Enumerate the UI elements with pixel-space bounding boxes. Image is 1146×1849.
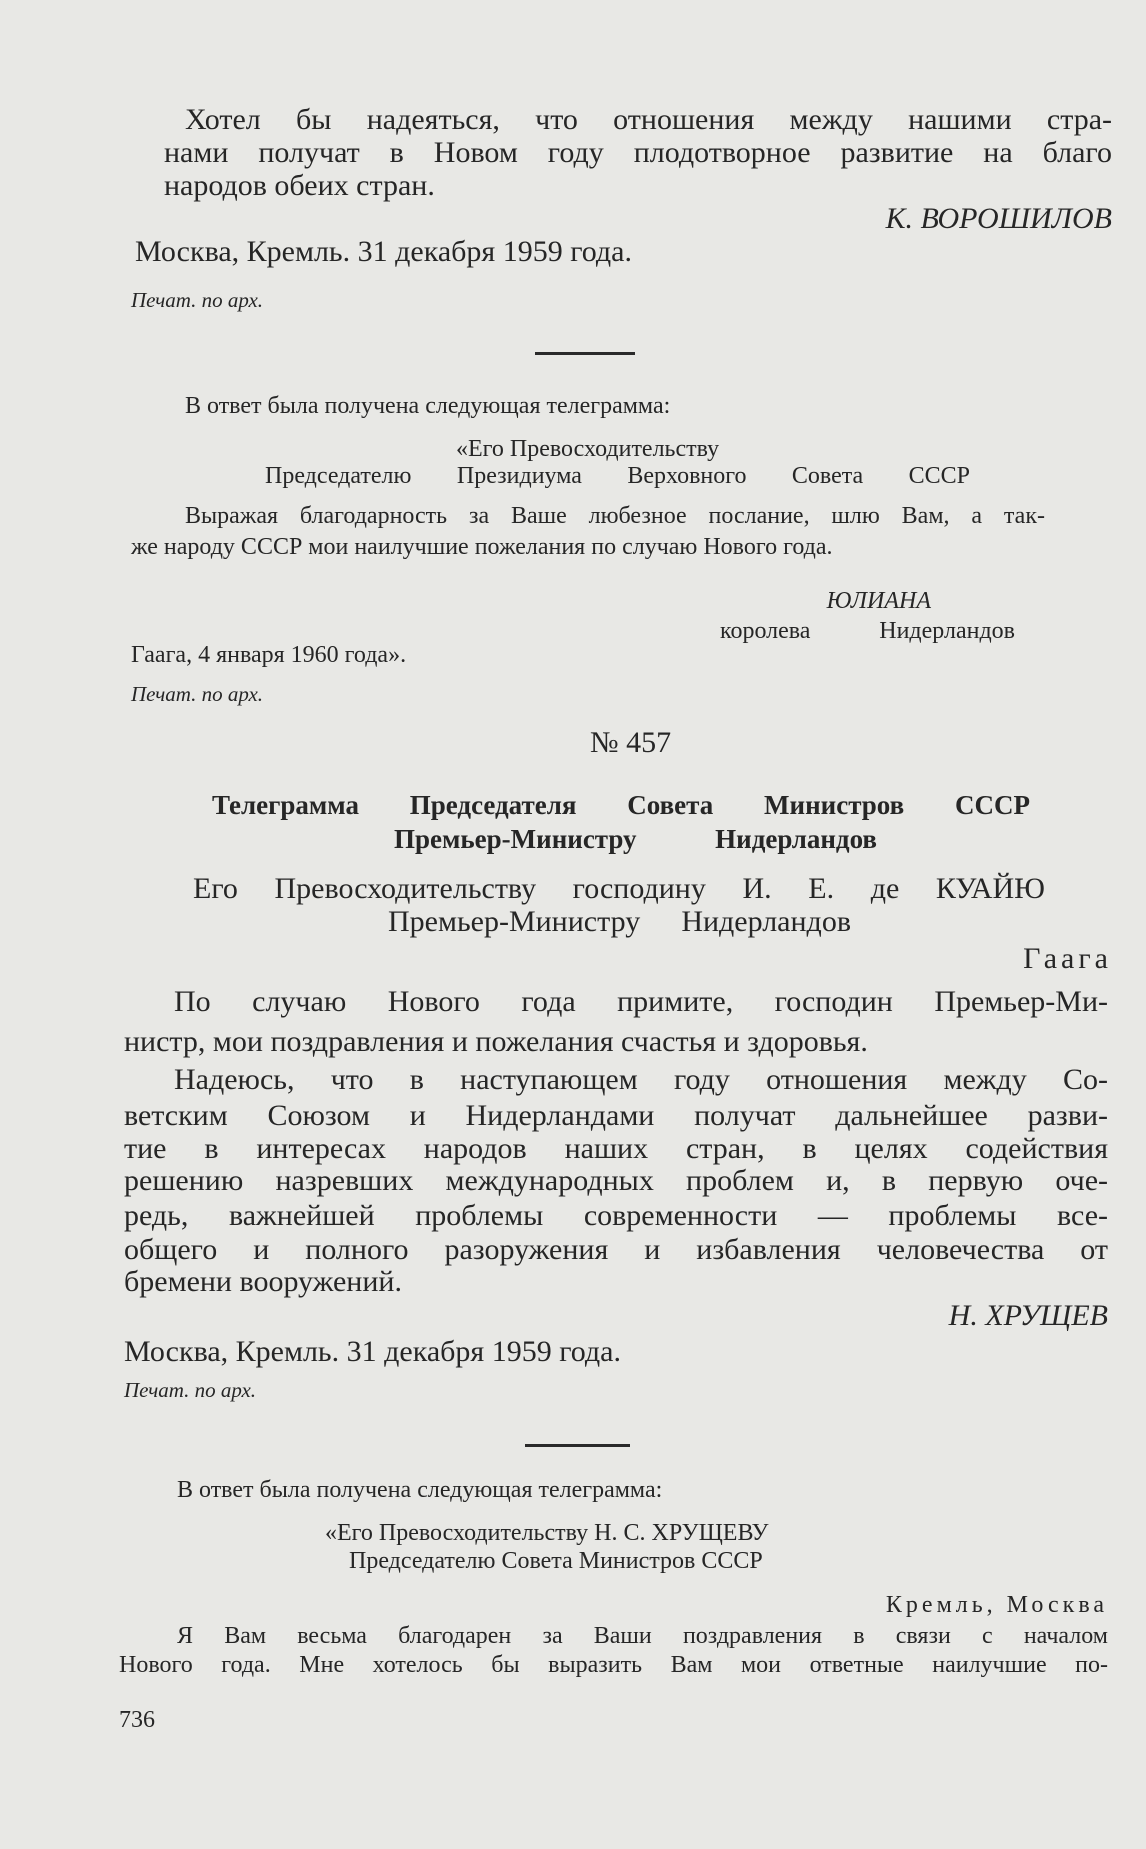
signature-title: королева Нидерландов bbox=[720, 618, 1015, 644]
document-title: Премьер-Министру Нидерландов bbox=[394, 824, 877, 854]
paragraph-line: общего и полного разоружения и избавления человечества от bbox=[124, 1233, 1108, 1266]
paragraph-line: тие в интересах народов наших стран, в целях содействия bbox=[124, 1132, 1108, 1165]
reply-intro: В ответ была получена следующая телеграмма: bbox=[177, 1477, 663, 1503]
address-line: Премьер-Министру Нидерландов bbox=[388, 905, 851, 938]
document-title: Телеграмма Председателя Совета Министров СССР bbox=[212, 790, 1030, 820]
paragraph-line: Надеюсь, что в наступающем году отношения между Со- bbox=[174, 1063, 1108, 1096]
signature: К. ВОРОШИЛОВ bbox=[885, 202, 1112, 235]
address-line: «Его Превосходительству Н. С. ХРУЩЕВУ bbox=[325, 1520, 769, 1546]
paragraph-line: Нового года. Мне хотелось бы выразить Вам мои ответные наилучшие по- bbox=[119, 1652, 1108, 1678]
reply-intro: В ответ была получена следующая телеграмма: bbox=[185, 393, 671, 419]
paragraph-line: Выражая благодарность за Ваше любезное послание, шлю Вам, а так- bbox=[185, 503, 1045, 529]
address-line: Председателю Президиума Верховного Совета СССР bbox=[265, 463, 970, 489]
source-note: Печат. по арх. bbox=[131, 682, 264, 706]
place-date: Гаага, 4 января 1960 года». bbox=[131, 642, 407, 668]
paragraph-line: нистр, мои поздравления и пожелания счастья и здоровья. bbox=[124, 1025, 868, 1058]
address-line: Его Превосходительству господину И. Е. де КУАЙЮ bbox=[193, 872, 1045, 905]
paragraph-line: нами получат в Новом году плодотворное развитие на благо bbox=[164, 136, 1112, 169]
paragraph-line: народов обеих стран. bbox=[164, 169, 435, 202]
paragraph-line: же народу СССР мои наилучшие пожелания по случаю Нового года. bbox=[131, 534, 833, 560]
document-number: № 457 bbox=[590, 726, 672, 759]
section-divider bbox=[525, 1444, 630, 1447]
place-date: Москва, Кремль. 31 декабря 1959 года. bbox=[135, 235, 632, 268]
address-line: «Его Превосходительству bbox=[456, 436, 720, 462]
signature: Н. ХРУЩЕВ bbox=[948, 1299, 1108, 1332]
paragraph-line: По случаю Нового года примите, господин Премьер-Ми- bbox=[174, 985, 1108, 1018]
city: Кремль, Москва bbox=[885, 1592, 1108, 1618]
paragraph-line: бремени вооружений. bbox=[124, 1265, 402, 1298]
city: Гаага bbox=[1023, 942, 1112, 975]
section-divider bbox=[535, 352, 635, 355]
source-note: Печат. по арх. bbox=[124, 1378, 257, 1402]
paragraph-line: Я Вам весьма благодарен за Ваши поздравления в связи с началом bbox=[177, 1623, 1108, 1649]
page-number: 736 bbox=[119, 1707, 155, 1733]
paragraph-line: редь, важнейшей проблемы современности — проблемы все- bbox=[124, 1199, 1108, 1232]
paragraph-line: ветским Союзом и Нидерландами получат дальнейшее разви- bbox=[124, 1099, 1108, 1132]
signature: ЮЛИАНА bbox=[826, 588, 931, 614]
paragraph-line: решению назревших международных проблем и, в первую оче- bbox=[124, 1164, 1108, 1197]
address-line: Председателю Совета Министров СССР bbox=[349, 1548, 763, 1574]
paragraph-line: Хотел бы надеяться, что отношения между нашими стра- bbox=[185, 103, 1112, 136]
source-note: Печат. по арх. bbox=[131, 288, 264, 312]
place-date: Москва, Кремль. 31 декабря 1959 года. bbox=[124, 1335, 621, 1368]
